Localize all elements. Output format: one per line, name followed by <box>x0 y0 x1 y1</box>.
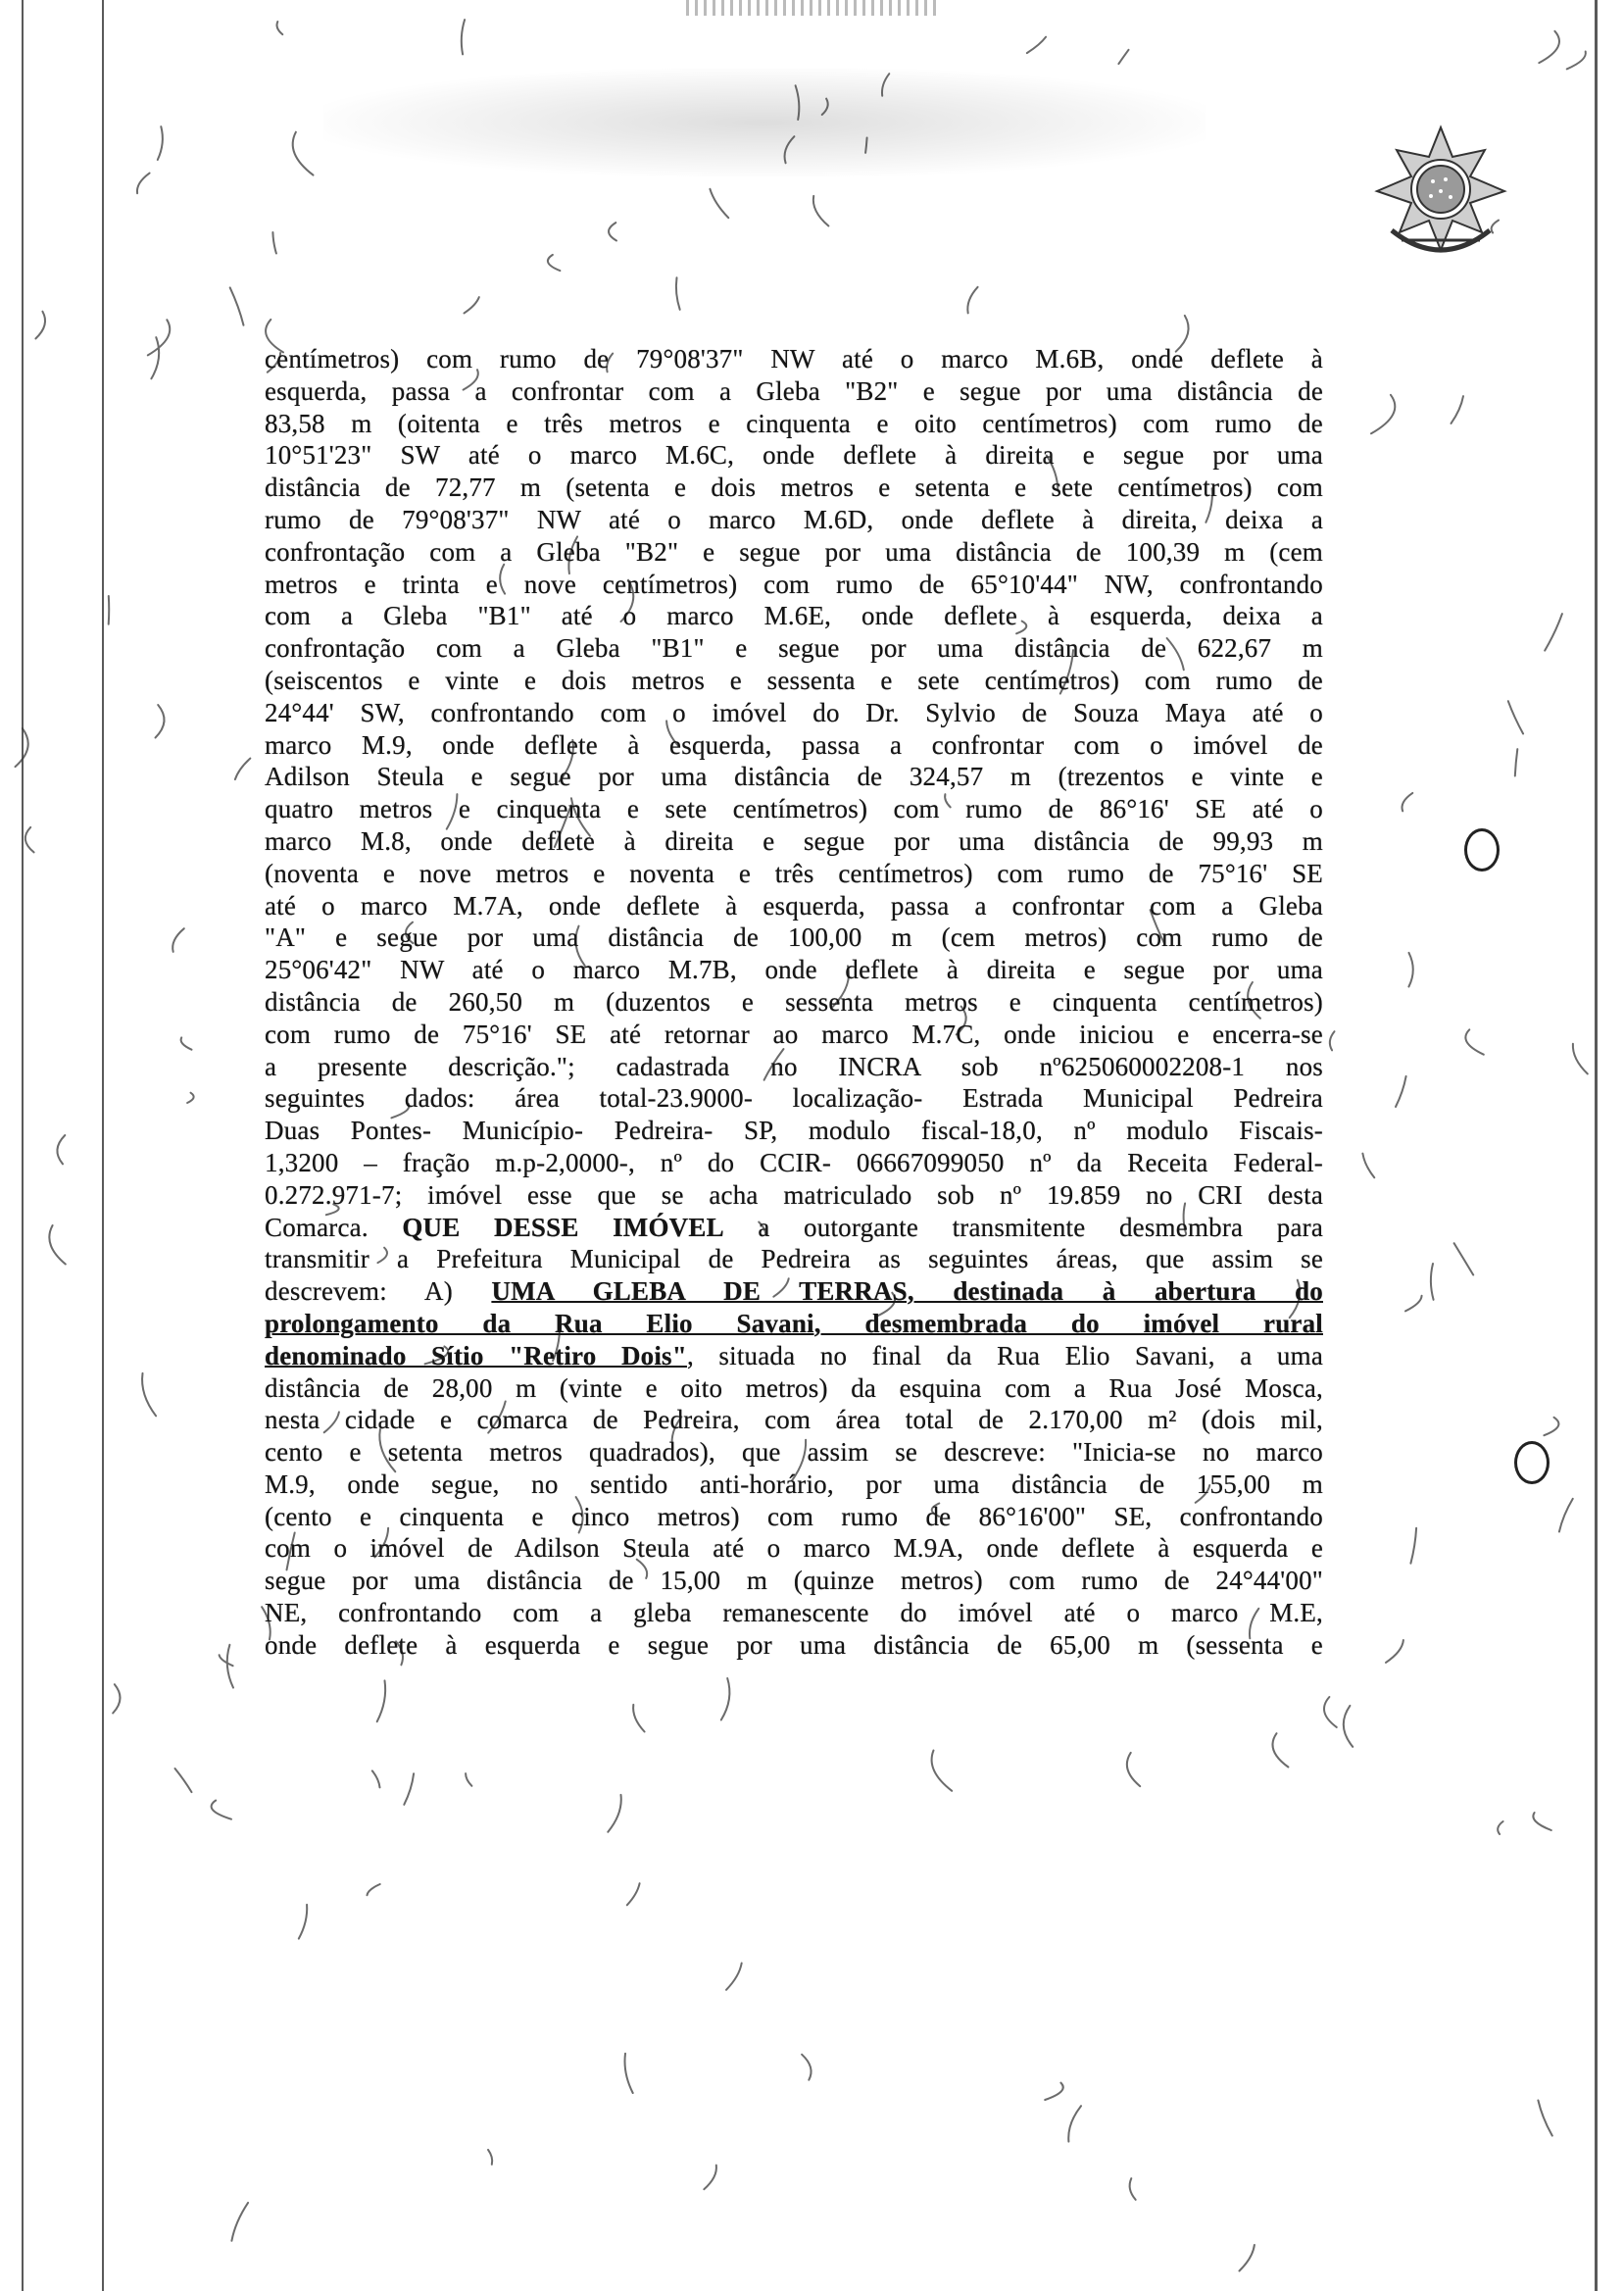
noise-stroke <box>1403 793 1413 812</box>
noise-stroke <box>35 312 45 339</box>
noise-stroke <box>1240 2245 1255 2271</box>
text-line: 24°44' SW, confrontando com o imóvel do Dr. Sylvio de Souza Maya até o <box>265 697 1323 727</box>
noise-stroke <box>465 297 479 313</box>
noise-stroke <box>1324 1697 1337 1727</box>
noise-stroke <box>181 1037 192 1049</box>
noise-stroke <box>1573 1044 1588 1074</box>
noise-stroke <box>609 223 616 240</box>
noise-stroke <box>277 22 283 34</box>
noise-stroke <box>627 1883 640 1905</box>
text-line: descrevem: A) UMA GLEBA DE TERRAS, destinada à abertura do <box>265 1276 1323 1307</box>
noise-stroke <box>1431 1264 1434 1300</box>
text-line: denominado Sítio "Retiro Dois", situada no final da Rua Elio Savani, a uma <box>265 1340 1323 1370</box>
noise-stroke <box>802 2055 811 2080</box>
noise-stroke <box>293 132 314 175</box>
text-line: marco M.9, onde deflete à esquerda, passa a confrontar com o imóvel de <box>265 729 1323 760</box>
noise-stroke <box>1508 701 1523 733</box>
noise-stroke <box>1027 37 1046 53</box>
noise-stroke <box>158 126 163 160</box>
text-line: seguintes dados: área total-23.9000- localização- Estrada Municipal Pedreira <box>265 1083 1323 1114</box>
noise-stroke <box>377 1680 385 1721</box>
text-line: com rumo de 75°16' SE até retornar ao marco M.7C, onde iniciou e encerra-se <box>265 1019 1323 1049</box>
text-line: centímetros) com rumo de 79°08'37" NW até o marco M.6B, onde deflete à <box>265 344 1323 374</box>
noise-stroke <box>49 1225 65 1265</box>
noise-stroke <box>1544 1418 1558 1435</box>
noise-stroke <box>865 138 867 153</box>
noise-stroke <box>1515 749 1518 775</box>
text-line: Adilson Steula e segue por uma distância de 324,57 m (trezentos e vinte e <box>265 762 1323 792</box>
noise-stroke <box>488 2150 492 2165</box>
text-line: 1,3200 – fração m.p-2,0000-, nº do CCIR- 06667099050 nº da Receita Federal- <box>265 1147 1323 1177</box>
noise-stroke <box>175 1768 192 1792</box>
binder-hole-bottom <box>1514 1441 1550 1484</box>
text-line: 0.272.971-7; imóvel esse que se acha matriculado sob nº 19.859 no CRI desta <box>265 1179 1323 1210</box>
text-line: confrontação com a Gleba "B1" e segue por uma distância de 622,67 m <box>265 633 1323 664</box>
text-line: a presente descrição."; cadastrada no INCRA sob nº625060002208-1 nos <box>265 1051 1323 1081</box>
noise-stroke <box>1538 2101 1551 2136</box>
noise-stroke <box>172 928 184 952</box>
noise-stroke <box>882 74 889 96</box>
noise-stroke <box>608 1795 620 1832</box>
noise-stroke <box>57 1135 65 1164</box>
text-line: distância de 28,00 m (vinte e oito metros) da esquina com a Rua José Mosca, <box>265 1372 1323 1403</box>
noise-stroke <box>142 1373 156 1416</box>
noise-stroke <box>1452 396 1464 423</box>
text-lines-tail <box>265 1372 1323 1662</box>
text-line: até o marco M.7A, onde deflete à esquerda, passa a confrontar com a Gleba <box>265 890 1323 921</box>
text-line: prolongamento da Rua Elio Savani, desmembrada do imóvel rural <box>265 1308 1323 1338</box>
noise-stroke <box>822 99 828 115</box>
text-line: NE, confrontando com a gleba remanescente do imóvel até o marco M.E, <box>265 1598 1323 1628</box>
deed-text-body <box>265 343 1323 1662</box>
noise-stroke <box>625 2054 633 2093</box>
noise-stroke <box>462 20 465 54</box>
text-line: esquerda, passa a confrontar com a Gleba "B2" e segue por uma distância de <box>265 375 1323 406</box>
text-line: segue por uma distância de 15,00 m (quinze metros) com rumo de 24°44'00" <box>265 1566 1323 1596</box>
text-line: rumo de 79°08'37" NW até o marco M.6D, onde deflete à direita, deixa a <box>265 504 1323 534</box>
binder-hole-top <box>1464 828 1500 872</box>
text-line: marco M.8, onde deflete à direita e segue por uma distância de 99,93 m <box>265 825 1323 856</box>
noise-stroke <box>1533 1813 1550 1830</box>
noise-stroke <box>1068 2106 1081 2141</box>
text-line: distância de 72,77 m (setenta e dois metros e setenta e sete centímetros) com <box>265 473 1323 503</box>
noise-stroke <box>220 1655 233 1666</box>
text-line: onde deflete à esquerda e segue por uma distância de 65,00 m (sessenta e <box>265 1629 1323 1660</box>
text-line: Duas Pontes- Município- Pedreira- SP, modulo fiscal-18,0, nº modulo Fiscais- <box>265 1116 1323 1146</box>
noise-stroke <box>1272 1733 1288 1767</box>
text-line: cento e setenta metros quadrados), que assim se descreve: "Inicia-se no marco <box>265 1437 1323 1468</box>
noise-stroke <box>231 2203 248 2241</box>
text-line: distância de 260,50 m (duzentos e sessenta metros e cinquenta centímetros) <box>265 986 1323 1017</box>
noise-stroke <box>704 2166 716 2190</box>
noise-stroke <box>1127 1753 1140 1786</box>
noise-stroke <box>1371 395 1395 434</box>
noise-stroke <box>299 1905 307 1939</box>
noise-stroke <box>466 1773 471 1786</box>
text-line: nesta cidade e comarca de Pedreira, com área total de 2.170,00 m² (dois mil, <box>265 1405 1323 1435</box>
noise-stroke <box>676 277 680 310</box>
noise-stroke <box>156 705 165 738</box>
noise-stroke <box>212 1801 231 1819</box>
text-line: Comarca. QUE DESSE IMÓVEL a outorgante transmitente desmembra para <box>265 1212 1324 1242</box>
text-line: confrontação com a Gleba "B2" e segue por uma distância de 100,39 m (cem <box>265 536 1323 567</box>
text-line: quatro metros e cinquenta e sete centímetros) com rumo de 86°16' SE até o <box>265 794 1323 824</box>
noise-stroke <box>230 287 244 324</box>
text-line: metros e trinta e nove centímetros) com rumo de 65°10'44" NW, confrontando <box>265 569 1323 599</box>
noise-stroke <box>1408 953 1412 987</box>
noise-stroke <box>1386 1640 1403 1663</box>
text-line: (noventa e nove metros e noventa e três centímetros) com rumo de 75°16' SE <box>265 858 1323 888</box>
noise-stroke <box>932 1751 953 1791</box>
noise-stroke <box>1492 221 1499 233</box>
text-line: (seiscentos e vinte e dois metros e sessenta e sete centímetros) com rumo de <box>265 665 1323 695</box>
text-line: M.9, onde segue, no sentido anti-horário, por uma distância de 155,00 m <box>265 1469 1323 1499</box>
noise-stroke <box>1567 52 1586 70</box>
noise-stroke <box>1362 1154 1374 1178</box>
noise-stroke <box>272 232 276 254</box>
text-line: 25°06'42" NW até o marco M.7B, onde deflete à direita e segue por uma <box>265 955 1323 985</box>
noise-stroke <box>721 1678 730 1720</box>
noise-stroke <box>368 1884 380 1895</box>
noise-stroke <box>1465 1029 1483 1054</box>
noise-stroke <box>1118 50 1128 64</box>
noise-stroke <box>1130 2178 1136 2200</box>
noise-stroke <box>372 1770 380 1787</box>
noise-stroke <box>710 189 728 218</box>
text-line: com o imóvel de Adilson Steula até o marco M.9A, onde deflete à esquerda e <box>265 1533 1323 1564</box>
noise-stroke <box>1545 614 1562 651</box>
text-line: 10°51'23" SW até o marco M.6C, onde deflete à direita e segue por uma <box>265 440 1323 471</box>
noise-stroke <box>1405 1296 1422 1312</box>
noise-stroke <box>813 196 829 226</box>
text-lines-head <box>265 343 1323 1212</box>
noise-stroke <box>109 596 110 624</box>
noise-stroke <box>785 136 795 163</box>
noise-stroke <box>113 1684 120 1713</box>
noise-stroke <box>1539 31 1559 63</box>
text-line: 83,58 m (oitenta e três metros e cinquenta e oito centímetros) com rumo de <box>265 408 1323 438</box>
noise-stroke <box>1498 1821 1502 1834</box>
noise-stroke <box>16 728 28 767</box>
noise-stroke <box>137 174 150 194</box>
noise-stroke <box>726 1964 742 1990</box>
text-line: transmitir a Prefeitura Municipal de Pedreira as seguintes áreas, que assim se <box>265 1244 1323 1274</box>
noise-stroke <box>796 85 800 120</box>
noise-stroke <box>633 1705 644 1732</box>
noise-stroke <box>548 255 560 271</box>
noise-stroke <box>1330 1031 1335 1050</box>
noise-stroke <box>187 1093 194 1103</box>
noise-stroke <box>25 827 34 853</box>
text-line: "A" e segue por uma distância de 100,00 m (cem metros) com rumo de <box>265 922 1323 953</box>
noise-stroke <box>1410 1528 1416 1564</box>
noise-stroke <box>1344 1706 1353 1747</box>
text-line: com a Gleba "B1" até o marco M.6E, onde deflete à esquerda, deixa a <box>265 601 1323 631</box>
noise-stroke <box>1045 2083 1063 2100</box>
noise-stroke <box>151 337 159 378</box>
text-line: (cento e cinquenta e cinco metros) com rumo de 86°16'00" SE, confrontando <box>265 1501 1323 1531</box>
noise-stroke <box>967 287 977 314</box>
noise-stroke <box>1396 1076 1406 1107</box>
noise-stroke <box>1559 1499 1573 1532</box>
noise-stroke <box>235 759 250 780</box>
noise-stroke <box>1454 1243 1474 1274</box>
noise-stroke <box>404 1773 414 1805</box>
